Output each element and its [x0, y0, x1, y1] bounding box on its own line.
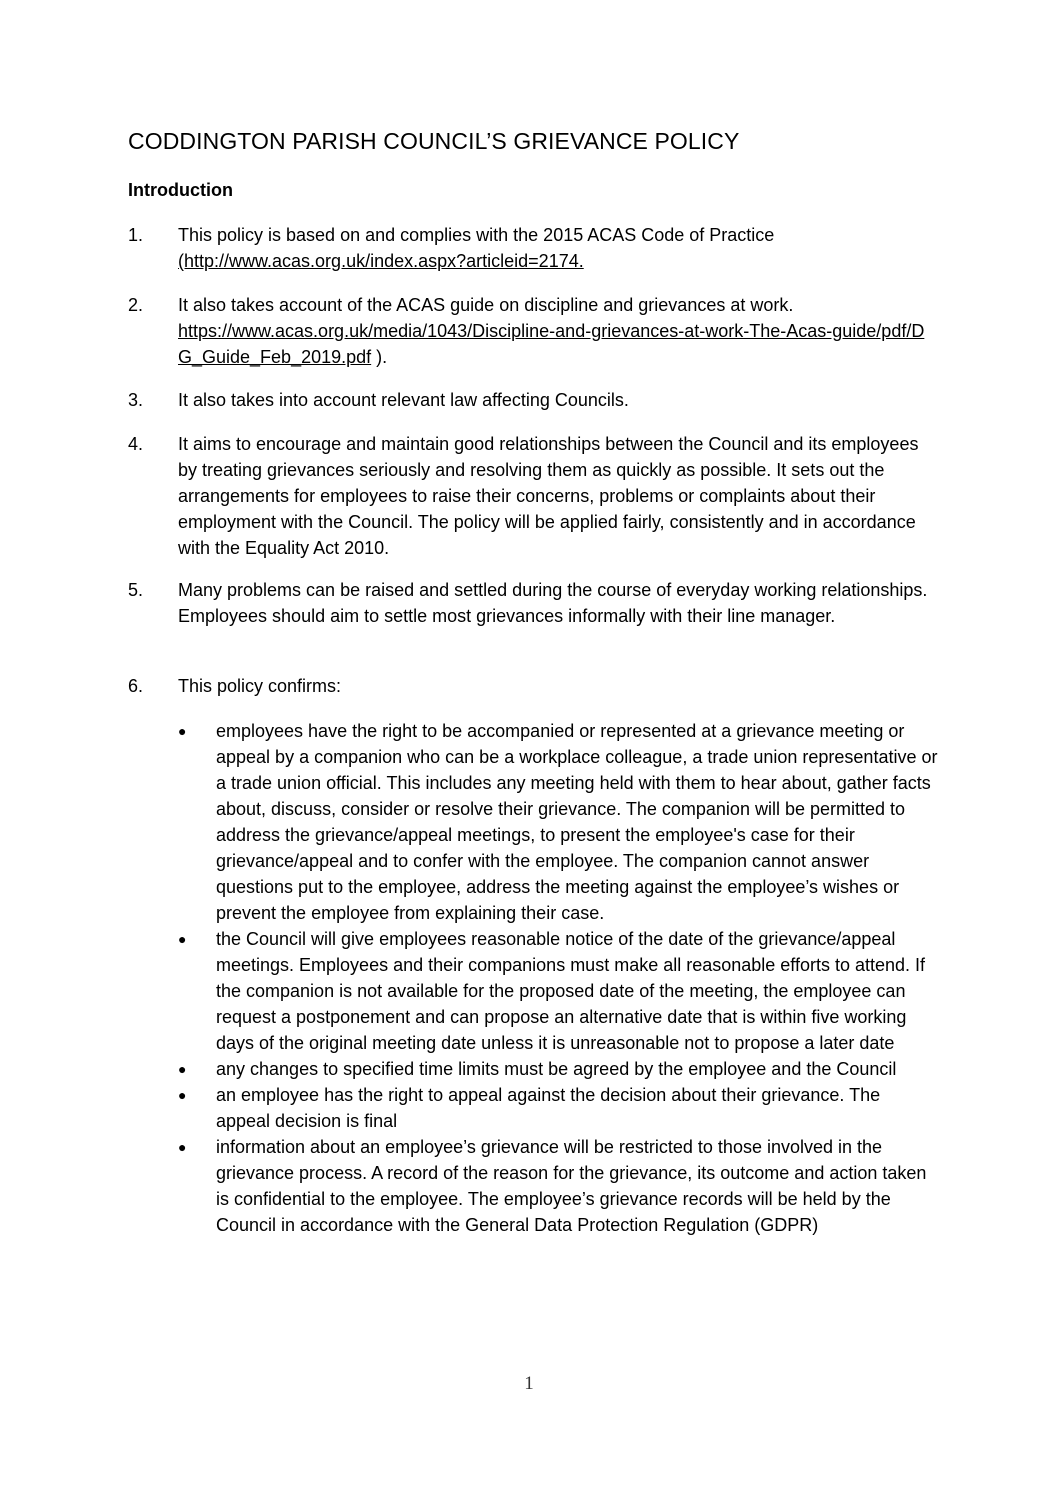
- acas-guide-link-text: https://www.acas.org.uk/media/1043/Discipline-and-grievances-at-work-The-Acas-guide/pdf/DG_Guide_Feb_2019.pdf: [178, 321, 925, 367]
- bullet-icon: ●: [178, 1087, 187, 1103]
- list-item-text: information about an employee’s grievance will be restricted to those involved in the grievance process. A record of the reason for the grievance, its outcome and action taken is confidential to the employee. The employee’s grievance records will be held by the Council in accordance with the General Data Protection Regulation (GDPR): [216, 1137, 927, 1235]
- paragraph-body: [178, 292, 938, 370]
- list-item: [178, 1056, 938, 1082]
- policy-confirmations-list: [178, 718, 938, 1238]
- page-number: 1: [524, 1373, 534, 1394]
- bullet-icon: ●: [178, 931, 187, 947]
- section-heading-introduction: Introduction: [128, 180, 233, 200]
- list-item-text: the Council will give employees reasonable notice of the date of the grievance/appeal meetings. Employees and their companions must make all reasonable efforts to attend. If the companion is not available for the proposed date of the meeting, the employee can request a postponement and can propose an alternative date that is within five working days of the original meeting date unless it is unreasonable not to propose a later date: [216, 929, 926, 1053]
- document-title: CODDINGTON PARISH COUNCIL’S GRIEVANCE POLICY: [128, 128, 740, 154]
- paragraph-body: [178, 222, 938, 274]
- paragraph-text: It also takes into account relevant law affecting Councils.: [178, 390, 629, 410]
- bullet-icon: ●: [178, 1139, 187, 1155]
- paragraph-text: Many problems can be raised and settled during the course of everyday working relationships. Employees should aim to settle most grievances informally with their line manager.: [178, 580, 928, 626]
- paragraph-text: This policy is based on and complies with the 2015 ACAS Code of Practice: [178, 225, 775, 245]
- paragraph-tail: ).: [371, 347, 388, 367]
- bullet-icon: ●: [178, 723, 187, 739]
- list-item-text: employees have the right to be accompanied or represented at a grievance meeting or appeal by a companion who can be a workplace colleague, a trade union representative or a trade union official. This includes any meeting held with them to hear about, gather facts about, discuss, consider or resolve their grievance. The companion will be permitted to address the grievance/appeal meetings, to present the employee's case for their grievance/appeal and to confer with the employee. The companion cannot answer questions put to the employee, address the meeting against the employee’s wishes or prevent the employee from explaining their case.: [216, 721, 938, 923]
- paragraph-text: It aims to encourage and maintain good relationships between the Council and its employees by treating grievances seriously and resolving them as quickly as possible. It sets out the arrangements for employees to raise their concerns, problems or complaints about their employment with the Council. The policy will be applied fairly, consistently and in accordance with the Equality Act 2010.: [178, 434, 919, 558]
- acas-guide-link[interactable]: [178, 321, 924, 367]
- list-item: [178, 926, 938, 1056]
- paragraph-number: 3.: [128, 390, 144, 410]
- paragraph-number: 5.: [128, 580, 144, 600]
- list-item-text: any changes to specified time limits must be agreed by the employee and the Council: [216, 1059, 897, 1079]
- paragraph-text: It also takes account of the ACAS guide on discipline and grievances at work.: [178, 295, 794, 315]
- list-item-text: an employee has the right to appeal against the decision about their grievance. The appeal decision is final: [216, 1085, 881, 1131]
- list-item: [178, 1134, 938, 1238]
- acas-code-link[interactable]: (http://www.acas.org.uk/index.aspx?articleid=2174.: [178, 251, 584, 271]
- list-item: [178, 1082, 938, 1134]
- paragraph-number: 6.: [128, 676, 144, 696]
- paragraph-number: 2.: [128, 295, 144, 315]
- paragraph-number: 1.: [128, 225, 144, 245]
- paragraph-text: This policy confirms:: [178, 676, 342, 696]
- bullet-icon: ●: [178, 1061, 187, 1077]
- list-item: [178, 718, 938, 926]
- paragraph-number: 4.: [128, 434, 144, 454]
